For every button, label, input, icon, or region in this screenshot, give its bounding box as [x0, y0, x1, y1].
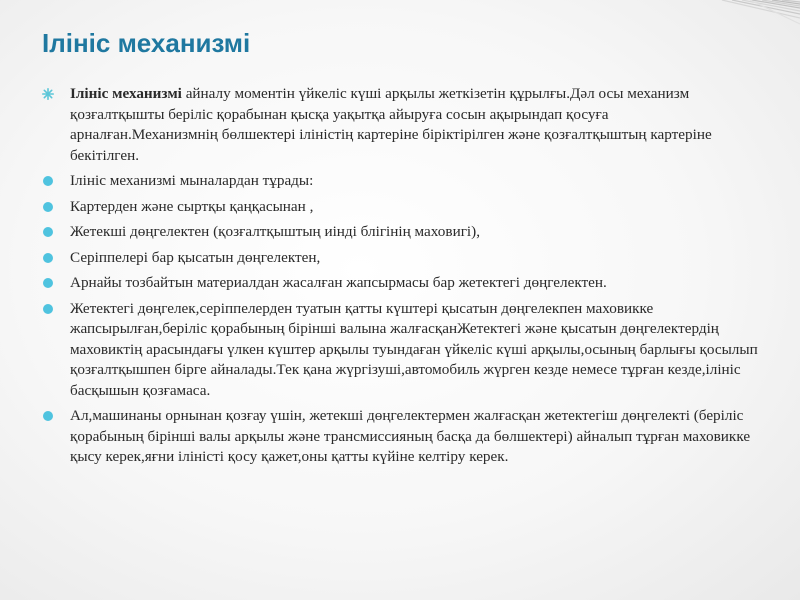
item-text: Жетектегі дөңгелек,серіппелерден туатын қатты күштері қысатын дөңгелекпен маховикке жапсырылған,беріліс қорабының бірінші валына жалғасқанЖетектегі және қысатын дөңгелектердің маховиктің арасындағы үлкен күштер арқылы туындаған үйкеліс күші арқылы,осының барлығы қосылып қозғалтқышпен бірге айналады.Тек қана жүргізуші,автомобиль жүрген кезде немесе тұрған кезде,ілініс басқышын қозғамаса.	[70, 299, 758, 399]
list-item	[40, 299, 760, 402]
item-text: Ал,машинаны орнынан қозғау үшін, жетекші дөңгелектермен жалғасқан жетектегіш дөңгелекті (беріліс қорабының бірінші валы арқылы және трансмиссияның басқа да бөлшектері) айналып тұрған маховикке қысу керек,яғни ілініcті қосу қажет,оны қатты күйіне келтіру керек.	[70, 407, 751, 465]
star-bullet-icon	[42, 88, 54, 100]
bullet-icon	[43, 227, 53, 237]
item-text: Картерден және сыртқы қаңқасынан ,	[70, 197, 314, 215]
slide-title: Ілініс механизмі	[42, 28, 251, 58]
bullet-icon	[43, 278, 53, 288]
bullet-icon	[43, 202, 53, 212]
corner-stripes-decoration	[660, 0, 800, 70]
bullet-list	[40, 84, 760, 473]
list-item	[40, 197, 760, 218]
list-item	[40, 222, 760, 243]
term-bold: Ілініс механизмі	[70, 85, 182, 102]
item-text: Ілініс механизмі мыналардан тұрады:	[70, 172, 314, 189]
list-item	[40, 273, 760, 294]
item-text: Серіппелері бар қысатын дөңгелектен,	[70, 248, 321, 266]
list-item	[40, 248, 760, 269]
bullet-icon	[43, 253, 53, 263]
item-text: Жетекші дөңгелектен (қозғалтқыштың иінді блігінің маховигі),	[70, 223, 481, 240]
bullet-icon	[43, 304, 53, 314]
list-item	[40, 171, 760, 192]
item-text: айналу моментін үйкеліс күші арқылы жеткізетін құрылғы.Дәл осы механизм қозғалтқышты беріліс қорабынан қысқа уақытқа айыруға сосын ақырындап қосуға арналған.Механизмнің бөлшектері ілініcтің картеріне біріктірілген және қозғалтқыштың картеріне бекітілген.	[70, 85, 712, 164]
list-item	[40, 84, 760, 166]
bullet-icon	[43, 411, 53, 421]
item-text: Арнайы тозбайтын материалдан жасалған жапсырмасы бар жетектегі дөңгелектен.	[70, 274, 607, 291]
bullet-icon	[43, 176, 53, 186]
list-item	[40, 406, 760, 468]
